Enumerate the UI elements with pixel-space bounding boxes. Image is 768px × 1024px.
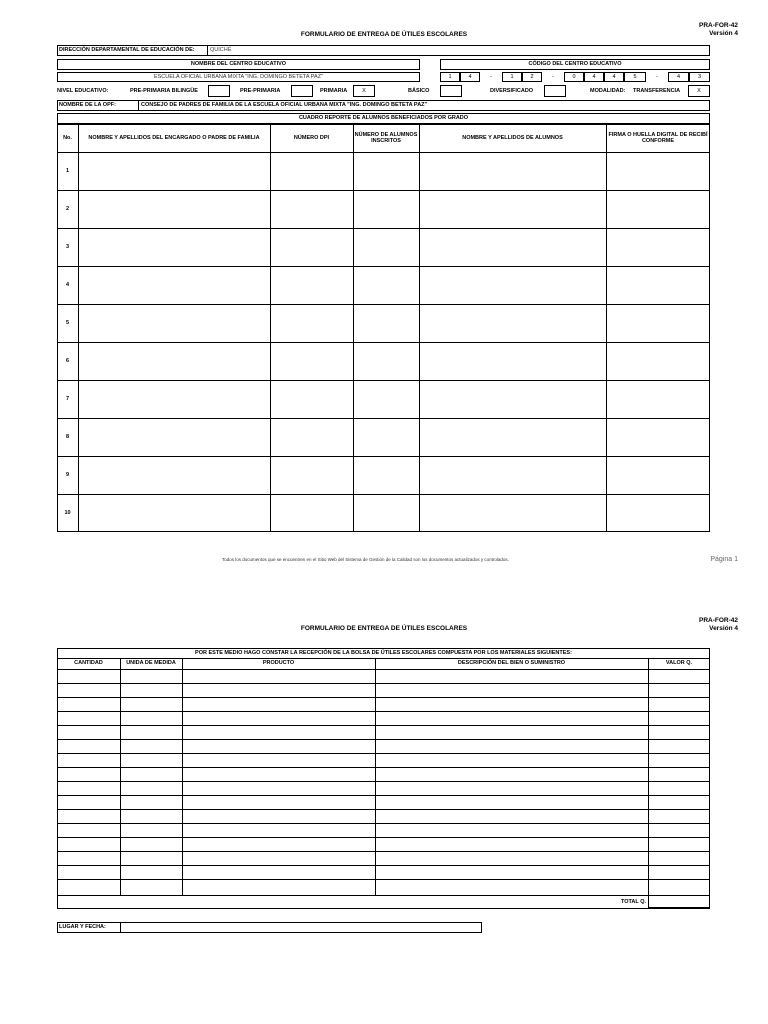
materials-statement: POR ESTE MEDIO HAGO CONSTAR LA RECEPCIÓN DE LA BOLSA DE ÚTILES ESCOLARES COMPUESTA POR LOS MATERIALES SIGUIENTES: [195, 649, 572, 656]
table-row-number: 8 [65, 433, 70, 440]
col-header-no: No. [63, 134, 72, 141]
codigo-digit[interactable]: 4 [604, 72, 624, 82]
form-version-2: Versión 4 [709, 625, 738, 632]
centro-name-field[interactable]: ESCUELA OFICIAL URBANA MIXTA "ING. DOMINGO BETETA PAZ" [57, 72, 420, 82]
codigo-digit[interactable]: 1 [502, 72, 522, 82]
col-header-cantidad: CANTIDAD [74, 660, 103, 667]
footer-note: Todos los documentos que se encuentren en el Sitio Web del Sistema de Gestión de la Calidad son los documentos actualizados y controlados. [222, 557, 509, 562]
nivel-basico-label: BÁSICO [408, 88, 430, 95]
page-number: Página 1 [710, 556, 738, 563]
page-title-2: FORMULARIO DE ENTREGA DE ÚTILES ESCOLARES [300, 625, 468, 632]
codigo-separator: - [490, 73, 492, 80]
col-header-dpi: NÚMERO DPI [293, 134, 330, 141]
col-header-descripcion: DESCRIPCIÓN DEL BIEN O SUMINISTRO [457, 660, 566, 667]
table-row-number: 1 [65, 167, 70, 174]
table-row-number: 5 [65, 319, 70, 326]
modalidad-checkbox[interactable]: X [688, 85, 710, 97]
modalidad-value: TRANSFERENCIA [633, 88, 681, 95]
page-title: FORMULARIO DE ENTREGA DE ÚTILES ESCOLARES [300, 31, 468, 38]
codigo-separator: - [552, 73, 554, 80]
direccion-field[interactable]: QUICHÉ [210, 47, 232, 54]
codigo-separator: - [656, 73, 658, 80]
col-header-firma: FIRMA O HUELLA DIGITAL DE RECIBÍ CONFORME [608, 131, 708, 144]
codigo-header: CÓDIGO DEL CENTRO EDUCATIVO [440, 59, 710, 70]
col-header-producto: PRODUCTO [262, 660, 295, 667]
table-row-number: 9 [65, 471, 70, 478]
lugar-label: LUGAR Y FECHA: [59, 924, 106, 931]
table-row-number: 6 [65, 357, 70, 364]
codigo-digit[interactable]: 0 [564, 72, 584, 82]
codigo-digit[interactable]: 4 [668, 72, 689, 82]
form-code: PRA-FOR-42 [698, 22, 738, 29]
table-row-number: 4 [65, 281, 70, 288]
form-code-2: PRA-FOR-42 [698, 617, 738, 624]
codigo-digit[interactable]: 4 [460, 72, 480, 82]
total-label: TOTAL Q. [620, 899, 646, 906]
opf-label: NOMBRE DE LA OPF: [59, 102, 116, 109]
modalidad-label: MODALIDAD: [590, 88, 626, 95]
table-row-number: 3 [65, 243, 70, 250]
nivel-diversificado-label: DIVERSIFICADO [490, 88, 534, 95]
form-version: Versión 4 [709, 30, 738, 37]
total-field[interactable] [648, 907, 710, 909]
lugar-field[interactable] [121, 923, 481, 932]
table-row-number: 2 [65, 205, 70, 212]
direccion-label: DIRECCIÓN DEPARTAMENTAL DE EDUCACIÓN DE: [59, 47, 195, 54]
nivel-preprimaria-bilingue-checkbox[interactable] [208, 85, 230, 97]
table-row-number: 10 [64, 509, 71, 516]
codigo-digit[interactable]: 1 [440, 72, 460, 82]
centro-header: NOMBRE DEL CENTRO EDUCATIVO [57, 59, 420, 70]
codigo-digit[interactable]: 4 [584, 72, 604, 82]
codigo-digit[interactable]: 3 [689, 72, 710, 82]
nivel-basico-checkbox[interactable] [440, 85, 462, 97]
col-header-inscritos: NÚMERO DE ALUMNOS INSCRITOS [354, 131, 418, 144]
nivel-primaria-checkbox[interactable]: X [353, 85, 375, 97]
nivel-label: NIVEL EDUCATIVO: [57, 88, 109, 95]
opf-field[interactable]: CONSEJO DE PADRES DE FAMILIA DE LA ESCUELA OFICIAL URBANA MIXTA "ING. DOMINGO BETETA PAZ" [141, 102, 428, 109]
col-header-encargado: NOMBRE Y APELLIDOS DEL ENCARGADO O PADRE DE FAMILIA [88, 134, 260, 141]
nivel-preprimaria-bilingue-label: PRE-PRIMARIA BILINGÜE [130, 88, 198, 95]
nivel-primaria-label: PRIMARIA [320, 88, 348, 95]
codigo-digit[interactable]: 5 [624, 72, 646, 82]
cuadro-title: CUADRO REPORTE DE ALUMNOS BENEFICIADOS POR GRADO [57, 113, 710, 124]
col-header-unidad: UNIDA DE MEDIDA [126, 660, 176, 667]
table-row-number: 7 [65, 395, 70, 402]
nivel-preprimaria-checkbox[interactable] [291, 85, 313, 97]
col-header-valor: VALOR Q. [665, 660, 693, 667]
nivel-preprimaria-label: PRE-PRIMARIA [240, 88, 281, 95]
codigo-digit[interactable]: 2 [522, 72, 542, 82]
nivel-diversificado-checkbox[interactable] [544, 85, 566, 97]
col-header-alumnos: NOMBRE Y APELLIDOS DE ALUMNOS [462, 134, 563, 141]
